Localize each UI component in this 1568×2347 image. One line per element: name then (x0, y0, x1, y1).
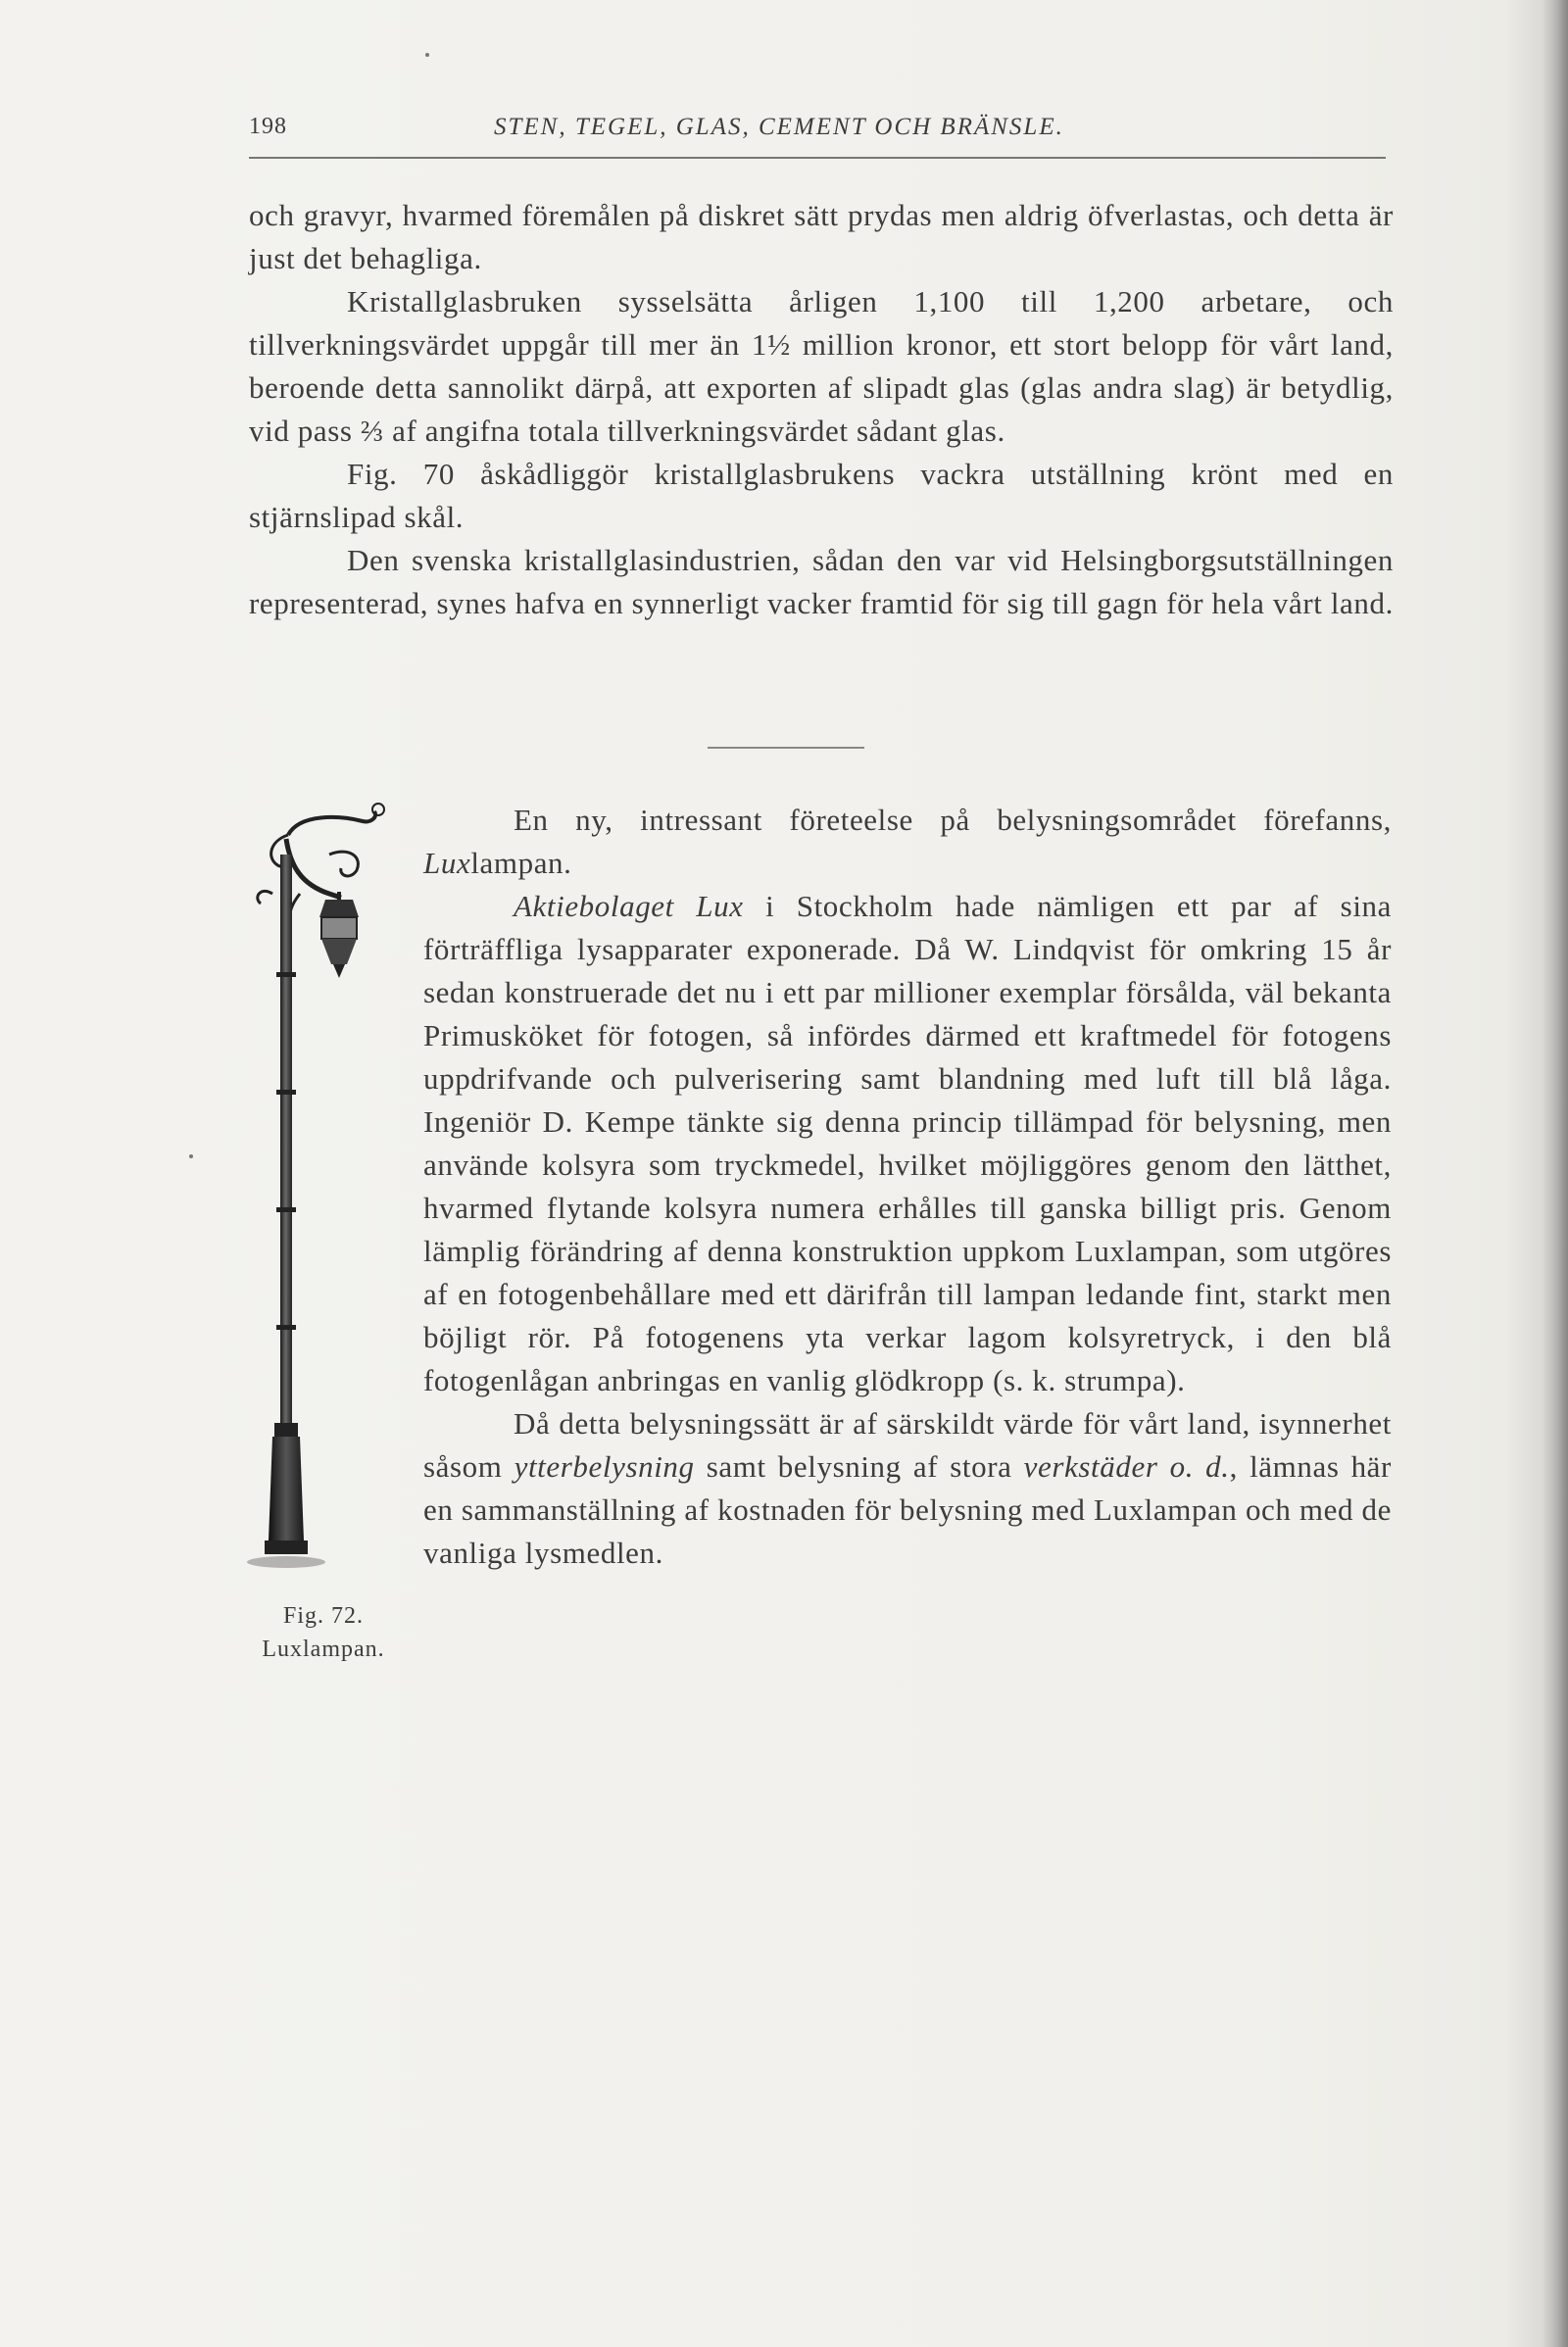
text-run: lampan. (470, 846, 572, 880)
paragraph (423, 1402, 1392, 1575)
speck (189, 1154, 193, 1158)
paragraph: Kristallglasbruken sysselsätta årligen 1,100 till 1,200 arbetare, och tillverkningsvärdet uppgår till mer än 1½ million kronor, ett stort belopp för vårt land, beroende detta sannolikt därpå, att exporten af slipadt glas (glas andra slag) är betydlig, vid pass ⅔ af angifna totala tillverkningsvärdet sådant glas. (249, 284, 1394, 448)
italic-term: verkstäder o. d. (1023, 1449, 1230, 1484)
italic-term: Lux (423, 846, 471, 880)
text-run: Då detta belysningssätt är af särskildt värde för vårt land, isynnerhet såsom (423, 1406, 1392, 1484)
paragraph (423, 885, 1392, 1402)
luxlamp-illustration (231, 796, 408, 1599)
paragraph (423, 799, 1392, 885)
running-head (249, 114, 1386, 153)
main-text (249, 194, 1394, 625)
section-divider (708, 747, 864, 749)
street-lamp-icon (231, 796, 408, 1599)
header-rule (249, 157, 1386, 159)
company-name: Aktiebolaget Lux (514, 889, 744, 923)
paragraph: Den svenska kristallglasindustrien, sådan den var vid Helsingborgsutställningen representerad, synes hafva en synnerligt vacker framtid för sig till gagn för hela vårt land. (249, 543, 1394, 620)
paragraph: och gravyr, hvarmed föremålen på diskret sätt prydas men aldrig öfverlastas, och detta är just det behagliga. (249, 198, 1394, 275)
page-number: 198 (249, 114, 287, 139)
figure-title: Luxlampan. (262, 1637, 385, 1662)
paragraph: Fig. 70 åskådliggör kristallglasbrukens vackra utställning krönt med en stjärnslipad skål. (249, 457, 1394, 534)
italic-term: ytterbelysning (514, 1449, 695, 1484)
running-title: STEN, TEGEL, GLAS, CEMENT OCH BRÄNSLE. (494, 114, 1064, 140)
text-run: samt belysning af stora (706, 1449, 1012, 1484)
speck (425, 53, 429, 57)
figure-label: Fig. 72. (282, 1603, 364, 1629)
text-run: , lämnas här en sammanställning af kostnaden för belysning med Luxlampan och med de vanliga lysmedlen. (423, 1449, 1392, 1570)
text-run: En ny, intressant företeelse på belysningsområdet förefanns, (514, 803, 1392, 837)
text-run: i Stockholm hade nämligen ett par af sina förträffliga lysapparater exponerade. Då W. Lindqvist för omkring 15 år sedan konstruerade det nu i ett par millioner exemplar försålda, väl bekanta Primusköket för fotogen, så infördes därmed ett kraftmedel för fotogens uppdrifvande och pulverisering samt blandning med luft till blå låga. Ingeniör D. Kempe tänkte sig denna princip tillämpad för belysning, men använde kolsyra som tryckmedel, hvilket möjliggöres genom den lätthet, hvarmed flytande kolsyra numera erhålles till ganska billigt pris. Genom lämplig förändring af denna konstruktion uppkom Luxlampan, som utgöres af en fotogenbehållare med ett därifrån till lampan ledande fint, starkt men böjligt rör. På fotogenens yta verkar lagom kolsyretryck, i den blå fotogenlågan anbringas en vanlig glödkropp (s. k. strumpa). (423, 889, 1393, 1397)
binding-shadow (1543, 0, 1568, 2347)
lux-section-text (423, 799, 1392, 1575)
figure-caption (225, 1599, 421, 1666)
